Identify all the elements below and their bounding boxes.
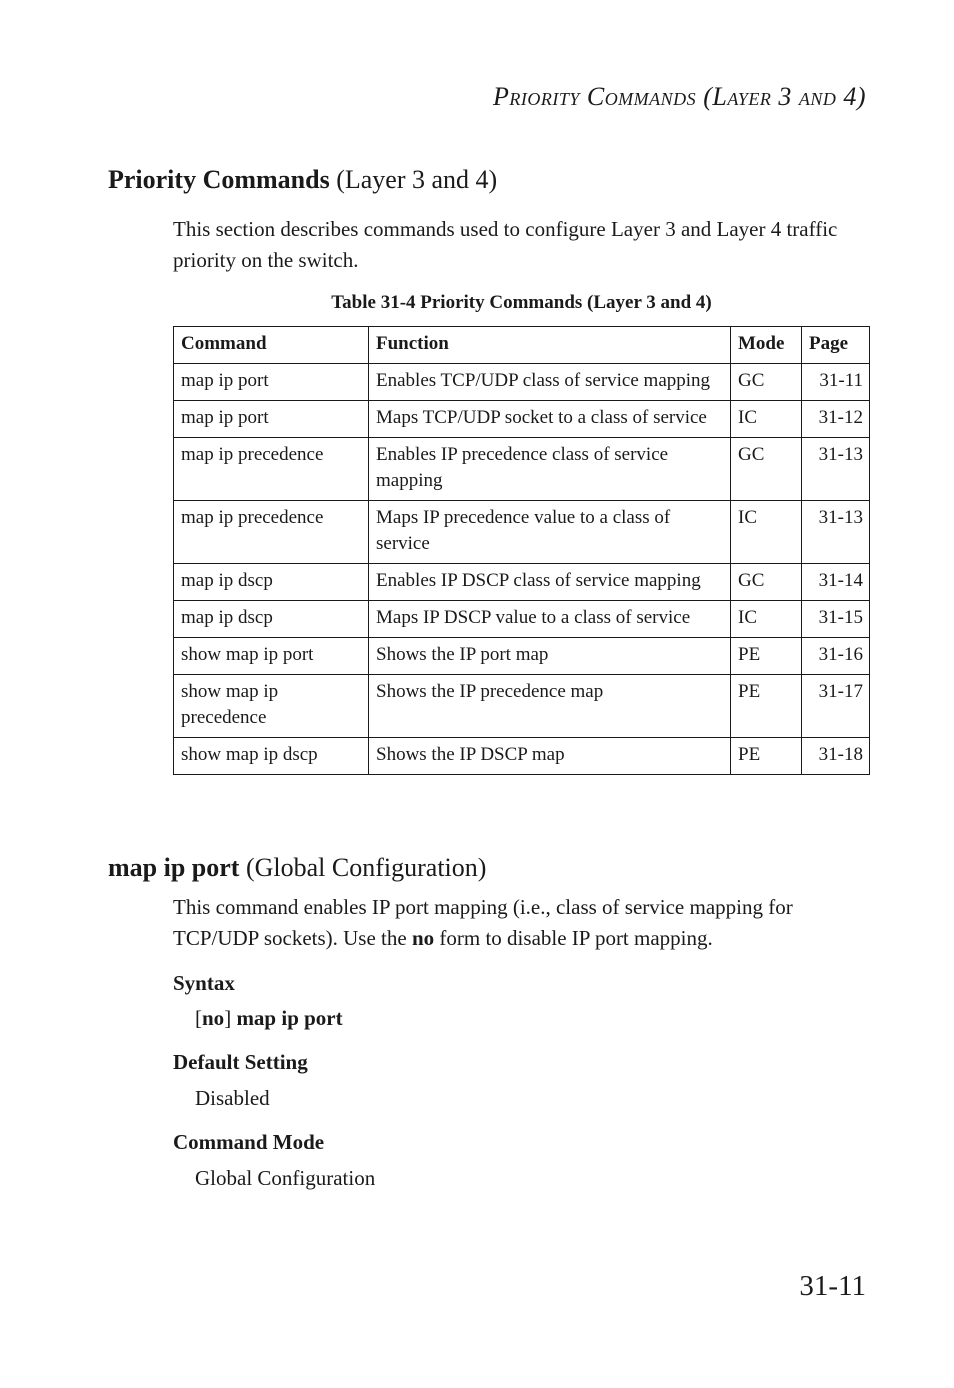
cell-mode: IC bbox=[731, 501, 802, 564]
cell-mode: PE bbox=[731, 738, 802, 775]
priority-commands-table bbox=[173, 326, 870, 775]
table-row bbox=[174, 501, 870, 564]
cell-mode: PE bbox=[731, 638, 802, 675]
table-row bbox=[174, 601, 870, 638]
cell-function: Shows the IP precedence map bbox=[369, 675, 731, 738]
cell-function: Enables TCP/UDP class of service mapping bbox=[369, 364, 731, 401]
cell-mode: GC bbox=[731, 564, 802, 601]
cell-command: show map ip port bbox=[174, 638, 369, 675]
cell-function: Shows the IP port map bbox=[369, 638, 731, 675]
table-row bbox=[174, 564, 870, 601]
table-row bbox=[174, 738, 870, 775]
cell-command: map ip port bbox=[174, 401, 369, 438]
command-title: map ip port (Global Configuration) bbox=[108, 853, 487, 882]
cell-page: 31-12 bbox=[802, 401, 870, 438]
default-setting-label: Default Setting bbox=[173, 1050, 308, 1074]
table-row bbox=[174, 401, 870, 438]
section-intro: This section describes commands used to configure Layer 3 and Layer 4 traffic priority on the switch. bbox=[173, 217, 838, 272]
default-setting-value: Disabled bbox=[195, 1086, 270, 1110]
cell-command: show map ip dscp bbox=[174, 738, 369, 775]
table-row bbox=[174, 438, 870, 501]
cell-page: 31-13 bbox=[802, 438, 870, 501]
column-header-mode: Mode bbox=[731, 327, 802, 364]
cell-page: 31-18 bbox=[802, 738, 870, 775]
cell-function: Maps TCP/UDP socket to a class of service bbox=[369, 401, 731, 438]
cell-command: map ip dscp bbox=[174, 564, 369, 601]
table-caption: Table 31-4 Priority Commands (Layer 3 and 4) bbox=[331, 292, 712, 313]
cell-mode: IC bbox=[731, 401, 802, 438]
cell-command: map ip port bbox=[174, 364, 369, 401]
cell-mode: GC bbox=[731, 364, 802, 401]
column-header-page: Page bbox=[802, 327, 870, 364]
table-row bbox=[174, 675, 870, 738]
cell-page: 31-15 bbox=[802, 601, 870, 638]
cell-function: Enables IP DSCP class of service mapping bbox=[369, 564, 731, 601]
column-header-function: Function bbox=[369, 327, 731, 364]
cell-command: show map ip precedence bbox=[174, 675, 369, 738]
cell-function: Maps IP DSCP value to a class of service bbox=[369, 601, 731, 638]
table-row bbox=[174, 638, 870, 675]
cell-mode: GC bbox=[731, 438, 802, 501]
cell-page: 31-17 bbox=[802, 675, 870, 738]
syntax-value: [no] map ip port bbox=[195, 1006, 343, 1030]
running-header: Priority Commands (Layer 3 and 4) bbox=[492, 82, 866, 111]
cell-function: Maps IP precedence value to a class of service bbox=[369, 501, 731, 564]
cell-page: 31-11 bbox=[802, 364, 870, 401]
cell-function: Shows the IP DSCP map bbox=[369, 738, 731, 775]
cell-function: Enables IP precedence class of service mapping bbox=[369, 438, 731, 501]
cell-command: map ip precedence bbox=[174, 501, 369, 564]
command-mode-value: Global Configuration bbox=[195, 1166, 376, 1190]
cell-page: 31-13 bbox=[802, 501, 870, 564]
cell-mode: PE bbox=[731, 675, 802, 738]
column-header-command: Command bbox=[174, 327, 369, 364]
section-title: Priority Commands (Layer 3 and 4) bbox=[108, 165, 498, 194]
cell-page: 31-14 bbox=[802, 564, 870, 601]
cell-mode: IC bbox=[731, 601, 802, 638]
table-header-row bbox=[174, 327, 870, 364]
table-row bbox=[174, 364, 870, 401]
command-description: This command enables IP port mapping (i.e., class of service mapping for TCP/UDP sockets). Use the no form to disable IP port mapping. bbox=[173, 895, 793, 950]
cell-page: 31-16 bbox=[802, 638, 870, 675]
syntax-label: Syntax bbox=[173, 971, 235, 995]
cell-command: map ip dscp bbox=[174, 601, 369, 638]
command-mode-label: Command Mode bbox=[173, 1130, 325, 1154]
cell-command: map ip precedence bbox=[174, 438, 369, 501]
page-number: 31-11 bbox=[799, 1270, 866, 1302]
